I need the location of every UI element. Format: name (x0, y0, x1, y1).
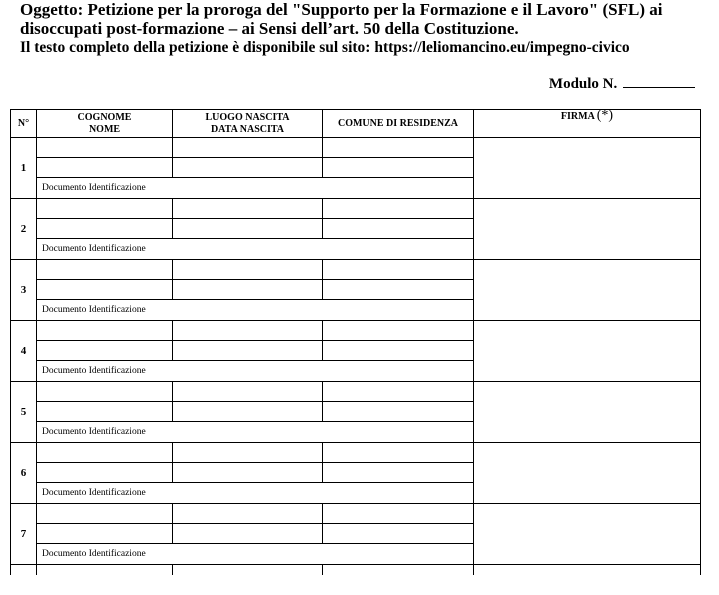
id-document-field[interactable]: Documento Identificazione (37, 483, 474, 504)
signature-field[interactable] (474, 260, 701, 321)
surname-field[interactable] (37, 382, 173, 402)
residence-field-top[interactable] (323, 443, 474, 463)
row-number: 1 (11, 138, 37, 199)
residence-field-top[interactable] (323, 504, 474, 524)
row-number: 6 (11, 443, 37, 504)
row-number: 2 (11, 199, 37, 260)
signature-footnote-mark: (*) (596, 108, 614, 123)
surname-field[interactable] (37, 138, 173, 158)
birthdate-field[interactable] (173, 219, 323, 239)
residence-field[interactable] (323, 280, 474, 300)
document-header (20, 0, 710, 58)
residence-field-top[interactable] (323, 260, 474, 280)
row-number: 5 (11, 382, 37, 443)
birthplace-field[interactable] (173, 443, 323, 463)
col-header-birth (173, 110, 323, 138)
residence-field-top[interactable] (323, 138, 474, 158)
birthplace-field[interactable] (173, 382, 323, 402)
signer-row (11, 321, 701, 341)
row-number: 4 (11, 321, 37, 382)
surname-field[interactable] (37, 260, 173, 280)
signature-field[interactable] (474, 382, 701, 443)
signer-row (11, 504, 701, 524)
id-document-field[interactable]: Documento Identificazione (37, 361, 474, 382)
signature-field[interactable] (474, 321, 701, 382)
row-number-partial (11, 565, 37, 576)
firstname-field[interactable] (37, 402, 173, 422)
firstname-field[interactable] (37, 463, 173, 483)
signature-field[interactable] (474, 138, 701, 199)
birthplace-field-partial[interactable] (173, 565, 323, 576)
residence-field-partial[interactable] (323, 565, 474, 576)
birthdate-field[interactable] (173, 341, 323, 361)
signature-field[interactable] (474, 443, 701, 504)
modulo-number (549, 73, 695, 93)
table-header-row (11, 110, 701, 138)
birthdate-field[interactable] (173, 524, 323, 544)
surname-field-partial[interactable] (37, 565, 173, 576)
birthdate-field[interactable] (173, 158, 323, 178)
id-document-field[interactable]: Documento Identificazione (37, 544, 474, 565)
surname-field[interactable] (37, 443, 173, 463)
col-header-name (37, 110, 173, 138)
birthdate-field[interactable] (173, 402, 323, 422)
birthdate-field[interactable] (173, 280, 323, 300)
signer-row (11, 199, 701, 219)
residence-field-top[interactable] (323, 382, 474, 402)
subject-line-1: Oggetto: Petizione per la proroga del "Supporto per la Formazione e il Lavoro" (SFL) ai (20, 0, 663, 19)
surname-field[interactable] (37, 504, 173, 524)
surname-field[interactable] (37, 321, 173, 341)
surname-field[interactable] (37, 199, 173, 219)
signer-row (11, 138, 701, 158)
id-document-field[interactable]: Documento Identificazione (37, 422, 474, 443)
row-number: 3 (11, 260, 37, 321)
firstname-field[interactable] (37, 219, 173, 239)
col-header-birthplace: LUOGO NASCITA (205, 111, 290, 123)
col-header-birthdate: DATA NASCITA (210, 123, 285, 135)
modulo-number-blank (623, 73, 695, 88)
partial-next-row (11, 565, 701, 576)
signature-field[interactable] (474, 504, 701, 565)
modulo-label: Modulo N. (548, 76, 618, 92)
signature-table (10, 109, 701, 575)
subject-line-2: disoccupati post-formazione – ai Sensi dell’art. 50 della Costituzione. (20, 19, 519, 38)
residence-field[interactable] (323, 219, 474, 239)
firstname-field[interactable] (37, 524, 173, 544)
residence-field[interactable] (323, 524, 474, 544)
firstname-field[interactable] (37, 158, 173, 178)
firstname-field[interactable] (37, 341, 173, 361)
residence-field[interactable] (323, 463, 474, 483)
signer-row (11, 443, 701, 463)
residence-field[interactable] (323, 341, 474, 361)
table-body (11, 138, 701, 576)
col-header-num: N° (11, 110, 37, 138)
id-document-field[interactable]: Documento Identificazione (37, 178, 474, 199)
col-header-firstname: NOME (88, 123, 121, 135)
residence-field[interactable] (323, 402, 474, 422)
signature-field-partial[interactable] (474, 565, 701, 576)
signer-row (11, 382, 701, 402)
id-document-field[interactable]: Documento Identificazione (37, 239, 474, 260)
birthplace-field[interactable] (173, 260, 323, 280)
signature-label: FIRMA (560, 111, 595, 122)
info-line: Il testo completo della petizione è disponibile sul sito: https://leliomancino.eu/impegno-civico (20, 39, 630, 56)
signer-row (11, 260, 701, 280)
birthplace-field[interactable] (173, 321, 323, 341)
col-header-signature (474, 110, 701, 138)
birthplace-field[interactable] (173, 504, 323, 524)
residence-field[interactable] (323, 158, 474, 178)
firstname-field[interactable] (37, 280, 173, 300)
birthplace-field[interactable] (173, 199, 323, 219)
id-document-field[interactable]: Documento Identificazione (37, 300, 474, 321)
col-header-residence: COMUNE DI RESIDENZA (323, 110, 474, 138)
birthplace-field[interactable] (173, 138, 323, 158)
signature-field[interactable] (474, 199, 701, 260)
col-header-surname: COGNOME (77, 111, 132, 123)
residence-field-top[interactable] (323, 321, 474, 341)
row-number: 7 (11, 504, 37, 565)
birthdate-field[interactable] (173, 463, 323, 483)
residence-field-top[interactable] (323, 199, 474, 219)
